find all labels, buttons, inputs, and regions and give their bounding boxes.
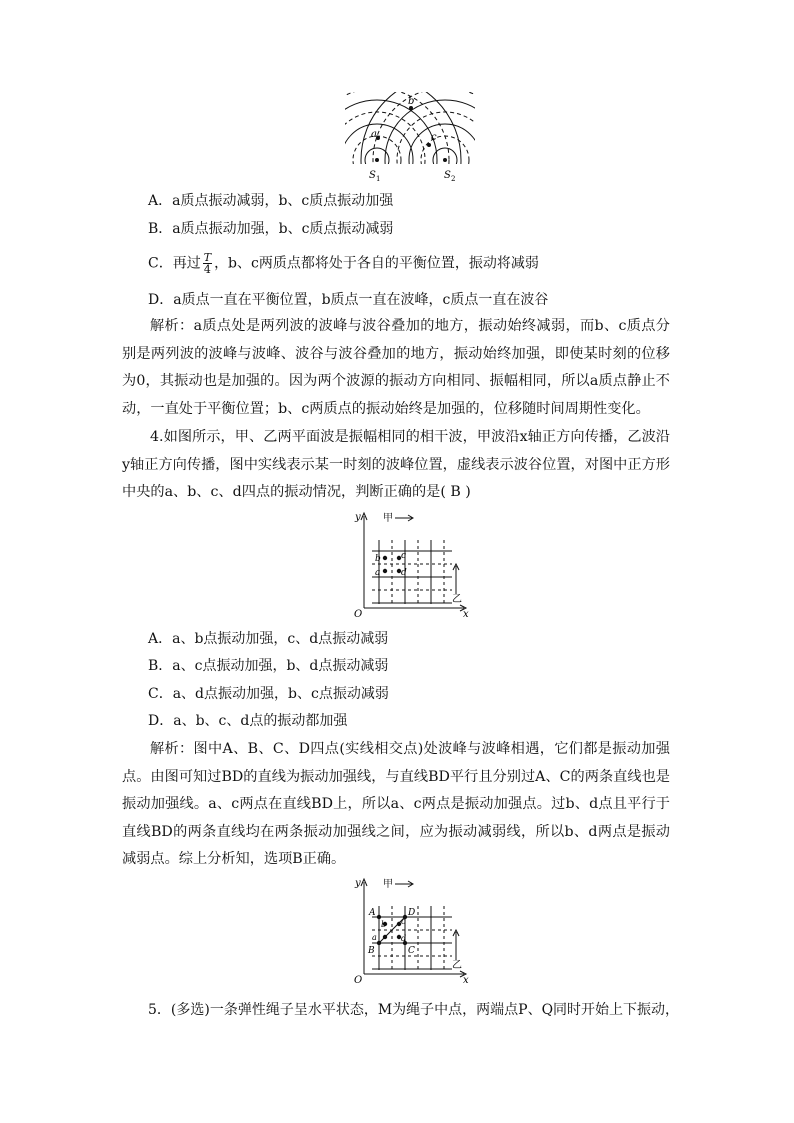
wave-yi-label: 乙 (452, 960, 462, 971)
q4-option-d: D．a、b、c、d点的振动都加强 (148, 713, 348, 729)
axis-y-label: y (355, 512, 361, 523)
q4-option-b: B．a、c点振动加强，b、d点振动减弱 (148, 658, 389, 674)
label-b: b (375, 554, 381, 564)
q3-option-c (148, 252, 668, 275)
wave-yi-label: 乙 (452, 594, 462, 605)
q3-option-c-prefix: C．再过 (148, 255, 201, 272)
label-A: A (369, 908, 376, 918)
origin-label: O (354, 975, 363, 984)
q3-analysis: 解析：a质点处是两列波的波峰与波谷叠加的地方，振动始终减弱，而b、c质点分别是两列波的波峰与波峰、波谷与波谷叠加的地方，振动始终加强，即使某时刻的位移为0，其振动也是加强的。因为两个波源的振动方向相同、振幅相同，所以a质点静止不动，一直处于平衡位置；b、c两质点的振动始终是加强的，位移随时间周期性变化。 (122, 318, 670, 417)
q4-option-a: A．a、b点振动加强，c、d点振动减弱 (148, 631, 389, 647)
wave-jia-label: 甲 (383, 879, 393, 890)
label-D: D (408, 908, 416, 918)
label-s1: S (369, 170, 376, 181)
label-a: a (375, 568, 381, 578)
point-a (383, 569, 387, 573)
label-B: B (368, 946, 375, 956)
label-s2: S (444, 170, 451, 181)
q4-stem: 4.如图所示，甲、乙两平面波是振幅相同的相干波，甲波沿x轴正方向传播，乙波沿y轴正方向传播，图中实线表示某一时刻的波峰位置，虚线表示波谷位置，对图中正方形中央的a、b、c、d四点的振动情况，判断正确的是( B ) (122, 429, 670, 500)
axis-x-label: x (463, 975, 469, 984)
label-c: c (431, 132, 437, 143)
fraction-numerator: T (203, 251, 212, 264)
label-b: b (408, 96, 415, 107)
source-s1 (375, 158, 379, 162)
q4-analysis: 解析：图中A、B、C、D四点(实线相交点)处波峰与波峰相遇，它们都是振动加强点。由图可知过BD的直线为振动加强线，与直线BD平行且分别过A、C的两条直线也是振动加强线。a、c两点在直线BD上，所以a、c两点是振动加强点。过b、d点且平行于直线BD的两条直线均在两条振动加强线之间，应为振动减弱线，所以b、d两点是振动减弱点。综上分析知，选项B正确。 (122, 741, 670, 867)
point-B (377, 941, 381, 945)
fraction-denominator: 4 (203, 263, 211, 276)
q3-option-b: B．a质点振动加强，b、c质点振动减弱 (148, 221, 394, 237)
origin-label: O (354, 609, 363, 618)
fraction-t-over-4 (203, 252, 212, 275)
point-c (427, 143, 431, 147)
wave-jia-label: 甲 (383, 513, 393, 524)
axis-y-label: y (355, 878, 361, 889)
label-a: a (372, 933, 377, 942)
q3-option-d: D．a质点一直在平衡位置，b质点一直在波峰，c质点一直在波谷 (148, 292, 549, 308)
q3-option-a: A．a质点振动减弱，b、c质点振动加强 (148, 193, 394, 209)
wave-interference-figure (345, 92, 475, 184)
label-d: d (401, 568, 407, 578)
label-c: c (401, 917, 406, 926)
label-c: c (401, 551, 407, 561)
source-s2 (443, 158, 447, 162)
label-d: d (401, 934, 407, 943)
q3-option-c-suffix: ，b、c两质点都将处于各自的平衡位置，振动将减弱 (214, 255, 539, 272)
label-a: a (371, 129, 377, 140)
plane-wave-grid-figure-labeled (352, 874, 472, 984)
label-s1-sub: 1 (376, 175, 381, 183)
point-a (383, 935, 387, 939)
axis-x-label: x (463, 609, 469, 618)
plane-wave-grid-figure (352, 508, 472, 618)
point-b (383, 556, 387, 560)
label-s2-sub: 2 (451, 175, 456, 183)
q5-stem: 5．(多选)一条弹性绳子呈水平状态，M为绳子中点，两端点P、Q同时开始上下振动， (148, 1002, 680, 1018)
point-A (377, 915, 381, 919)
label-b: b (381, 920, 387, 929)
label-C: C (408, 946, 415, 956)
q4-option-c: C．a、d点振动加强，b、c点振动减弱 (148, 686, 389, 702)
